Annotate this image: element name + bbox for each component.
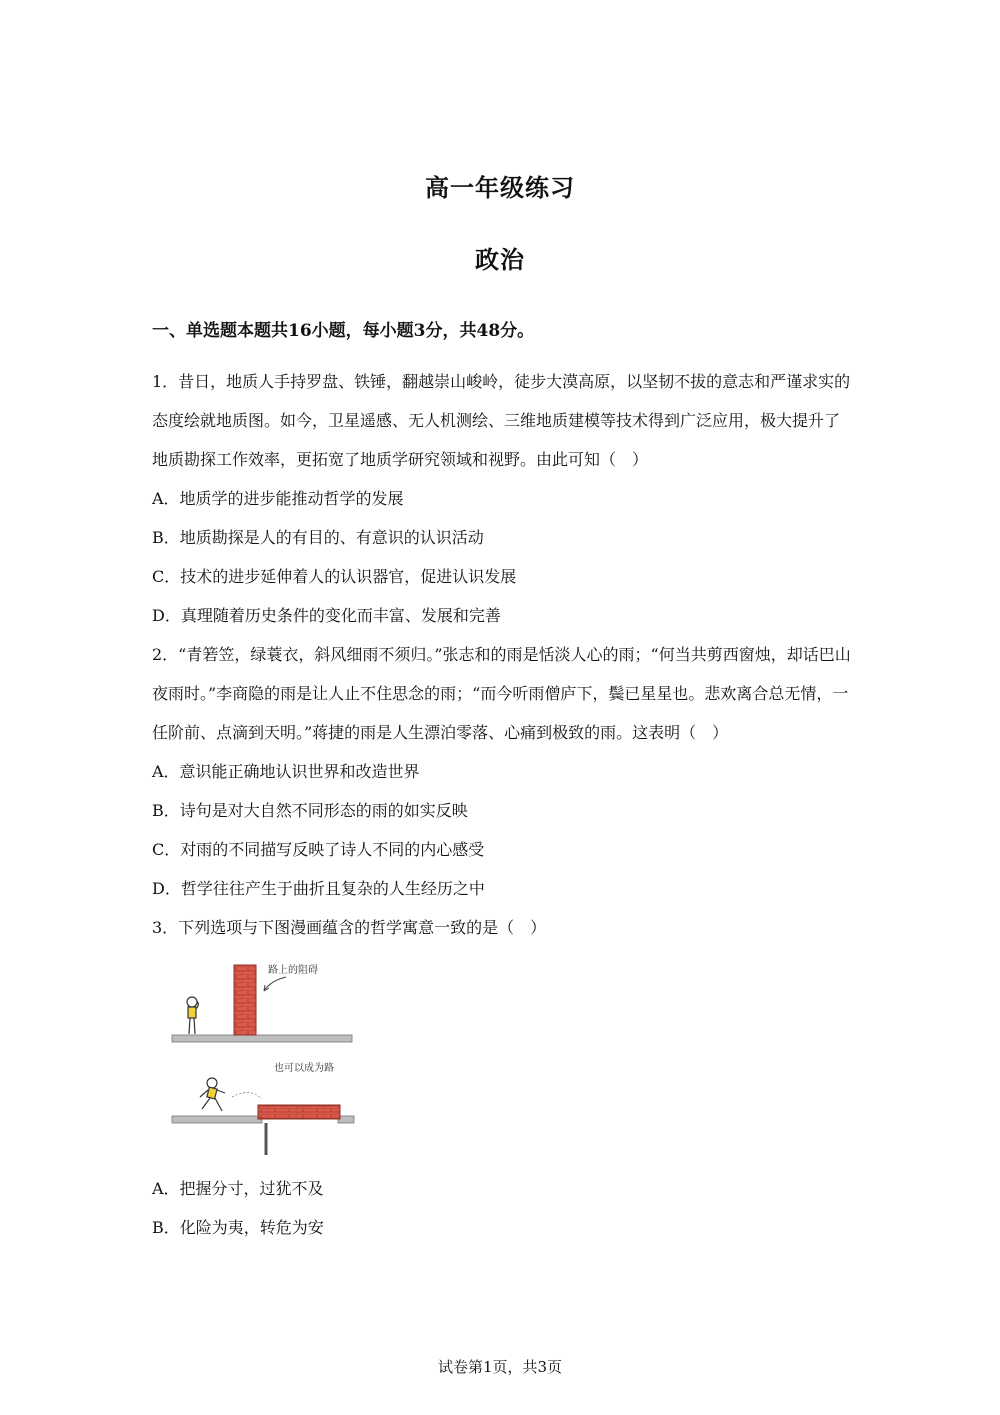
question-2-option-c: C．对雨的不同描写反映了诗人不同的内心感受: [152, 840, 485, 859]
question-list: [152, 362, 852, 1247]
brick-wall: [234, 965, 256, 1035]
brick-bridge: [258, 1105, 340, 1119]
question-1-option-b: B．地质勘探是人的有目的、有意识的认识活动: [152, 528, 484, 547]
question-2-option-b: B．诗句是对大自然不同形态的雨的如实反映: [152, 801, 468, 820]
question-2: [152, 635, 852, 908]
person-standing-icon: [187, 997, 198, 1034]
question-1-option-c: C．技术的进步延伸着人的认识器官，促进认识发展: [152, 567, 517, 586]
comic-bottom-caption: 也可以成为路: [274, 1063, 334, 1074]
question-3-option-a: A．把握分寸，过犹不及: [152, 1179, 324, 1198]
question-3-option-b: B．化险为夷，转危为安: [152, 1218, 324, 1237]
question-2-stem: 2．“青箬笠，绿蓑衣，斜风细雨不须归。”张志和的雨是恬淡人心的雨；“何当共剪西窗烛，却话巴山夜雨时。”李商隐的雨是让人止不住思念的雨；“而今听雨僧庐下，鬓已星星也。悲欢离合总无情，一任阶前、点滴到天明。”蒋捷的雨是人生漂泊零落、心痛到极致的雨。这表明（ ）: [152, 645, 851, 742]
question-2-option-a: A．意识能正确地认识世界和改造世界: [152, 762, 420, 781]
comic-top-caption: 路上的阻碍: [268, 965, 318, 976]
question-1: [152, 362, 852, 635]
comic-panel-bottom: [172, 1061, 354, 1155]
page-footer: 试卷第1页，共3页: [437, 1358, 563, 1376]
ground-bottom-left: [172, 1116, 262, 1123]
question-3: [152, 908, 852, 1247]
ground-top: [172, 1035, 352, 1042]
question-2-option-d: D．哲学往往产生于曲折且复杂的人生经历之中: [152, 879, 485, 898]
comic-illustration: [170, 959, 370, 1169]
page-title: 高一年级练习: [425, 174, 575, 202]
section-heading: 一、单选题本题共16小题，每小题3分，共48分。: [152, 321, 535, 341]
question-1-stem: 1．昔日，地质人手持罗盘、铁锤，翻越崇山峻岭，徒步大漠高原，以坚韧不拔的意志和严谨求实的态度绘就地质图。如今，卫星遥感、无人机测绘、三维地质建模等技术得到广泛应用，极大提升了地质勘探工作效率，更拓宽了地质学研究领域和视野。由此可知（ ）: [152, 372, 851, 469]
comic-panel-top: [172, 963, 352, 1042]
question-1-option-d: D．真理随着历史条件的变化而丰富、发展和完善: [152, 606, 501, 625]
question-3-stem: 3．下列选项与下图漫画蕴含的哲学寓意一致的是（ ）: [152, 918, 547, 937]
subject-title: 政治: [475, 246, 525, 274]
person-running-icon: [200, 1078, 225, 1111]
question-1-option-a: A．地质学的进步能推动哲学的发展: [152, 489, 404, 508]
